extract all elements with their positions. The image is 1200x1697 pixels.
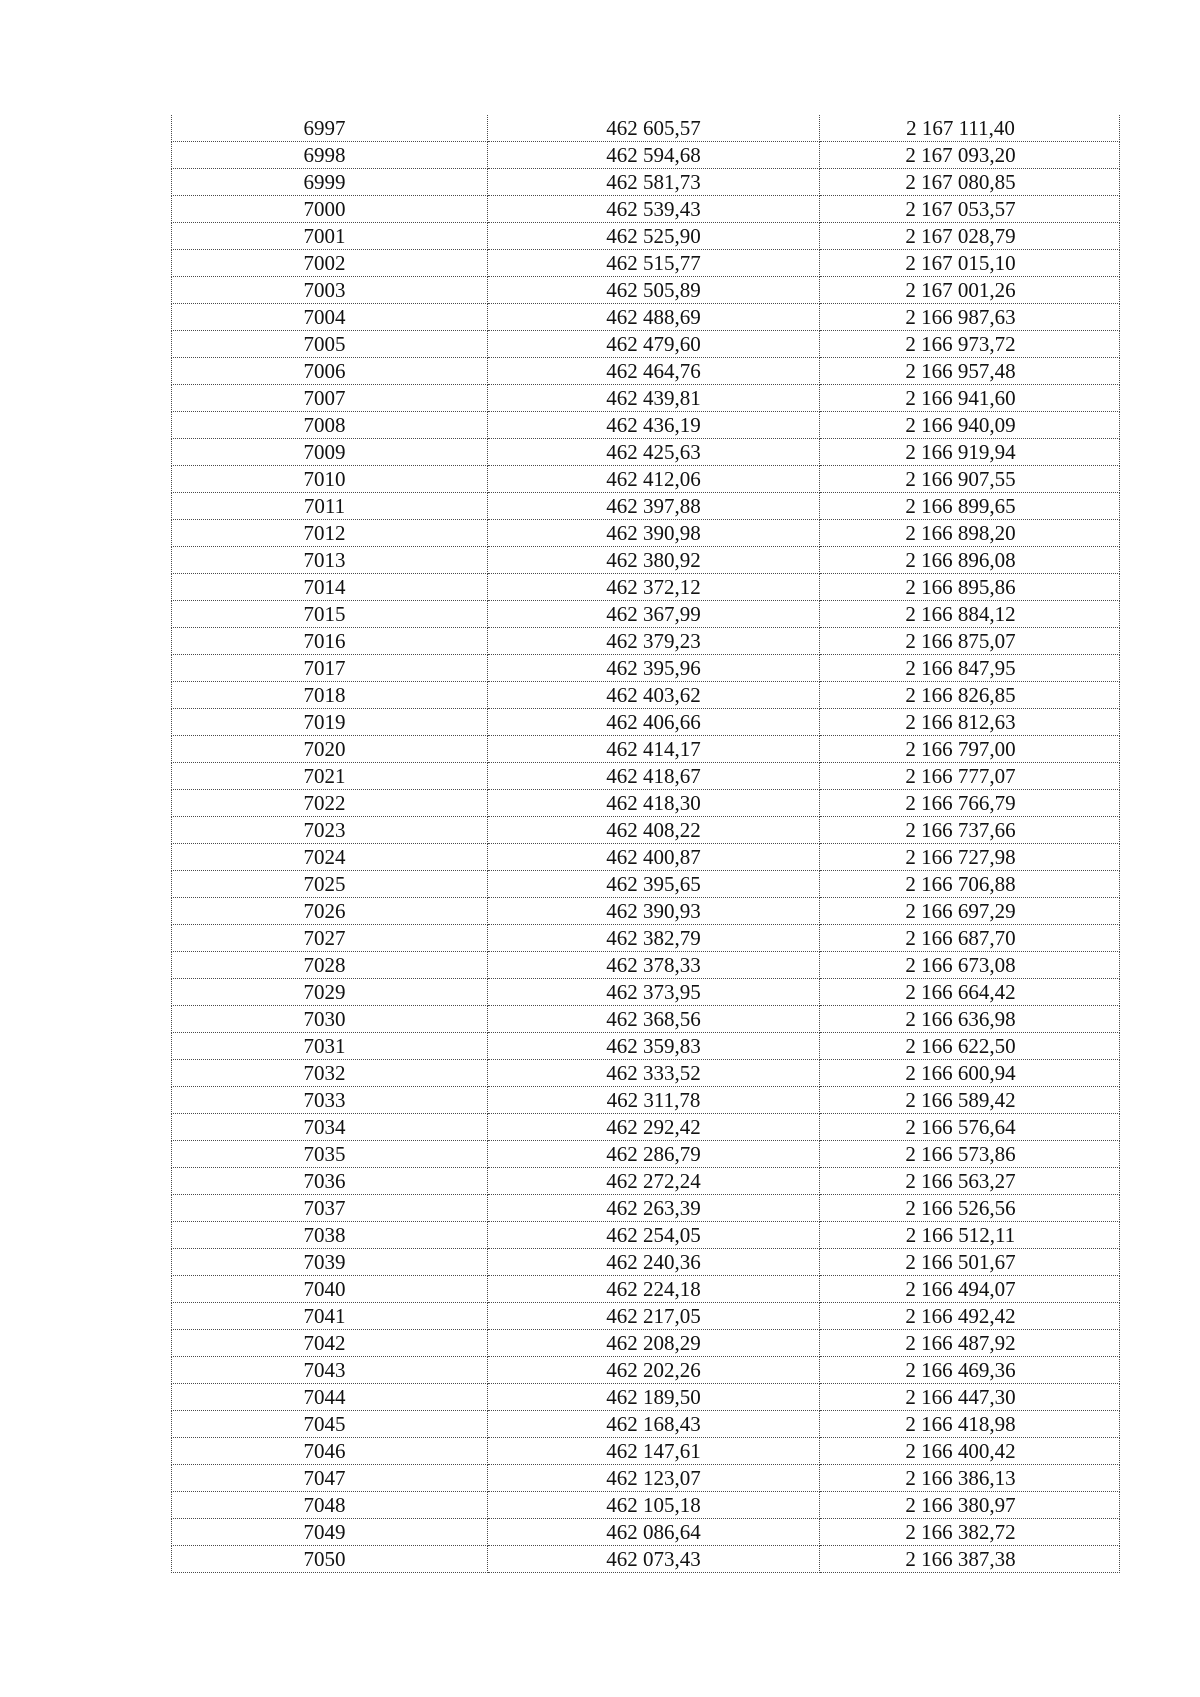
point-number-cell: 7050 [172, 1546, 488, 1573]
table-row [172, 1222, 1120, 1249]
x-coordinate-cell: 462 397,88 [488, 493, 820, 520]
y-coordinate-cell: 2 166 382,72 [820, 1519, 1120, 1546]
table-row [172, 925, 1120, 952]
point-number-cell: 7020 [172, 736, 488, 763]
x-coordinate-cell: 462 408,22 [488, 817, 820, 844]
y-coordinate-cell: 2 166 973,72 [820, 331, 1120, 358]
y-coordinate-cell: 2 166 501,67 [820, 1249, 1120, 1276]
point-number-cell: 7040 [172, 1276, 488, 1303]
y-coordinate-cell: 2 166 884,12 [820, 601, 1120, 628]
point-number-cell: 7042 [172, 1330, 488, 1357]
table-row [172, 412, 1120, 439]
point-number-cell: 7034 [172, 1114, 488, 1141]
point-number-cell: 7008 [172, 412, 488, 439]
point-number-cell: 7044 [172, 1384, 488, 1411]
x-coordinate-cell: 462 525,90 [488, 223, 820, 250]
x-coordinate-cell: 462 418,30 [488, 790, 820, 817]
table-row [172, 844, 1120, 871]
y-coordinate-cell: 2 166 737,66 [820, 817, 1120, 844]
point-number-cell: 7026 [172, 898, 488, 925]
table-row [172, 1492, 1120, 1519]
y-coordinate-cell: 2 166 987,63 [820, 304, 1120, 331]
y-coordinate-cell: 2 166 847,95 [820, 655, 1120, 682]
y-coordinate-cell: 2 166 797,00 [820, 736, 1120, 763]
y-coordinate-cell: 2 166 777,07 [820, 763, 1120, 790]
table-row [172, 655, 1120, 682]
x-coordinate-cell: 462 286,79 [488, 1141, 820, 1168]
table-row [172, 115, 1120, 142]
table-row [172, 1249, 1120, 1276]
table-row [172, 1465, 1120, 1492]
point-number-cell: 6999 [172, 169, 488, 196]
x-coordinate-cell: 462 367,99 [488, 601, 820, 628]
x-coordinate-cell: 462 400,87 [488, 844, 820, 871]
point-number-cell: 7049 [172, 1519, 488, 1546]
table-row [172, 601, 1120, 628]
y-coordinate-cell: 2 166 469,36 [820, 1357, 1120, 1384]
point-number-cell: 7003 [172, 277, 488, 304]
y-coordinate-cell: 2 166 919,94 [820, 439, 1120, 466]
y-coordinate-cell: 2 166 494,07 [820, 1276, 1120, 1303]
table-row [172, 196, 1120, 223]
coordinates-table [171, 115, 1120, 1573]
y-coordinate-cell: 2 166 687,70 [820, 925, 1120, 952]
x-coordinate-cell: 462 123,07 [488, 1465, 820, 1492]
point-number-cell: 7011 [172, 493, 488, 520]
table-row [172, 1546, 1120, 1573]
table-row [172, 1411, 1120, 1438]
y-coordinate-cell: 2 166 387,38 [820, 1546, 1120, 1573]
table-row [172, 628, 1120, 655]
x-coordinate-cell: 462 479,60 [488, 331, 820, 358]
y-coordinate-cell: 2 166 386,13 [820, 1465, 1120, 1492]
point-number-cell: 7029 [172, 979, 488, 1006]
x-coordinate-cell: 462 217,05 [488, 1303, 820, 1330]
y-coordinate-cell: 2 167 028,79 [820, 223, 1120, 250]
table-row [172, 493, 1120, 520]
table-row [172, 790, 1120, 817]
x-coordinate-cell: 462 436,19 [488, 412, 820, 439]
table-row [172, 277, 1120, 304]
y-coordinate-cell: 2 166 380,97 [820, 1492, 1120, 1519]
x-coordinate-cell: 462 263,39 [488, 1195, 820, 1222]
point-number-cell: 7046 [172, 1438, 488, 1465]
table-row [172, 1357, 1120, 1384]
table-row [172, 1438, 1120, 1465]
x-coordinate-cell: 462 403,62 [488, 682, 820, 709]
table-row [172, 520, 1120, 547]
x-coordinate-cell: 462 240,36 [488, 1249, 820, 1276]
y-coordinate-cell: 2 166 512,11 [820, 1222, 1120, 1249]
y-coordinate-cell: 2 166 573,86 [820, 1141, 1120, 1168]
x-coordinate-cell: 462 224,18 [488, 1276, 820, 1303]
point-number-cell: 6998 [172, 142, 488, 169]
y-coordinate-cell: 2 166 600,94 [820, 1060, 1120, 1087]
y-coordinate-cell: 2 166 907,55 [820, 466, 1120, 493]
x-coordinate-cell: 462 372,12 [488, 574, 820, 601]
point-number-cell: 7023 [172, 817, 488, 844]
table-row [172, 574, 1120, 601]
table-row [172, 1033, 1120, 1060]
y-coordinate-cell: 2 167 080,85 [820, 169, 1120, 196]
table-row [172, 1006, 1120, 1033]
y-coordinate-cell: 2 166 589,42 [820, 1087, 1120, 1114]
x-coordinate-cell: 462 515,77 [488, 250, 820, 277]
table-row [172, 898, 1120, 925]
point-number-cell: 7036 [172, 1168, 488, 1195]
point-number-cell: 7009 [172, 439, 488, 466]
x-coordinate-cell: 462 189,50 [488, 1384, 820, 1411]
point-number-cell: 7013 [172, 547, 488, 574]
point-number-cell: 7004 [172, 304, 488, 331]
point-number-cell: 7031 [172, 1033, 488, 1060]
table-row [172, 547, 1120, 574]
point-number-cell: 7005 [172, 331, 488, 358]
table-row [172, 709, 1120, 736]
x-coordinate-cell: 462 380,92 [488, 547, 820, 574]
table-row [172, 1141, 1120, 1168]
point-number-cell: 7030 [172, 1006, 488, 1033]
point-number-cell: 7007 [172, 385, 488, 412]
point-number-cell: 7043 [172, 1357, 488, 1384]
x-coordinate-cell: 462 406,66 [488, 709, 820, 736]
x-coordinate-cell: 462 425,63 [488, 439, 820, 466]
y-coordinate-cell: 2 167 015,10 [820, 250, 1120, 277]
x-coordinate-cell: 462 086,64 [488, 1519, 820, 1546]
y-coordinate-cell: 2 166 812,63 [820, 709, 1120, 736]
table-row [172, 304, 1120, 331]
table-row [172, 682, 1120, 709]
point-number-cell: 7033 [172, 1087, 488, 1114]
y-coordinate-cell: 2 166 664,42 [820, 979, 1120, 1006]
point-number-cell: 7035 [172, 1141, 488, 1168]
point-number-cell: 7022 [172, 790, 488, 817]
point-number-cell: 7017 [172, 655, 488, 682]
y-coordinate-cell: 2 166 826,85 [820, 682, 1120, 709]
table-row [172, 736, 1120, 763]
y-coordinate-cell: 2 166 673,08 [820, 952, 1120, 979]
x-coordinate-cell: 462 412,06 [488, 466, 820, 493]
point-number-cell: 6997 [172, 115, 488, 142]
x-coordinate-cell: 462 390,98 [488, 520, 820, 547]
point-number-cell: 7019 [172, 709, 488, 736]
table-row [172, 385, 1120, 412]
y-coordinate-cell: 2 166 697,29 [820, 898, 1120, 925]
table-row [172, 223, 1120, 250]
y-coordinate-cell: 2 166 563,27 [820, 1168, 1120, 1195]
x-coordinate-cell: 462 073,43 [488, 1546, 820, 1573]
table-row [172, 979, 1120, 1006]
y-coordinate-cell: 2 166 766,79 [820, 790, 1120, 817]
table-row [172, 1303, 1120, 1330]
x-coordinate-cell: 462 505,89 [488, 277, 820, 304]
point-number-cell: 7027 [172, 925, 488, 952]
point-number-cell: 7047 [172, 1465, 488, 1492]
table-row [172, 952, 1120, 979]
x-coordinate-cell: 462 359,83 [488, 1033, 820, 1060]
point-number-cell: 7014 [172, 574, 488, 601]
point-number-cell: 7038 [172, 1222, 488, 1249]
table-row [172, 1168, 1120, 1195]
table-row [172, 1330, 1120, 1357]
x-coordinate-cell: 462 464,76 [488, 358, 820, 385]
y-coordinate-cell: 2 166 418,98 [820, 1411, 1120, 1438]
y-coordinate-cell: 2 166 492,42 [820, 1303, 1120, 1330]
y-coordinate-cell: 2 166 896,08 [820, 547, 1120, 574]
point-number-cell: 7045 [172, 1411, 488, 1438]
x-coordinate-cell: 462 539,43 [488, 196, 820, 223]
x-coordinate-cell: 462 395,96 [488, 655, 820, 682]
table-row [172, 142, 1120, 169]
y-coordinate-cell: 2 166 957,48 [820, 358, 1120, 385]
x-coordinate-cell: 462 254,05 [488, 1222, 820, 1249]
table-row [172, 1519, 1120, 1546]
point-number-cell: 7028 [172, 952, 488, 979]
point-number-cell: 7000 [172, 196, 488, 223]
table-row [172, 1114, 1120, 1141]
point-number-cell: 7015 [172, 601, 488, 628]
table-row [172, 169, 1120, 196]
y-coordinate-cell: 2 166 727,98 [820, 844, 1120, 871]
x-coordinate-cell: 462 202,26 [488, 1357, 820, 1384]
point-number-cell: 7016 [172, 628, 488, 655]
y-coordinate-cell: 2 166 941,60 [820, 385, 1120, 412]
x-coordinate-cell: 462 581,73 [488, 169, 820, 196]
table-row [172, 331, 1120, 358]
x-coordinate-cell: 462 147,61 [488, 1438, 820, 1465]
point-number-cell: 7018 [172, 682, 488, 709]
point-number-cell: 7048 [172, 1492, 488, 1519]
x-coordinate-cell: 462 368,56 [488, 1006, 820, 1033]
table-row [172, 1384, 1120, 1411]
coordinates-table-body [172, 115, 1120, 1573]
x-coordinate-cell: 462 382,79 [488, 925, 820, 952]
x-coordinate-cell: 462 208,29 [488, 1330, 820, 1357]
x-coordinate-cell: 462 168,43 [488, 1411, 820, 1438]
table-row [172, 1060, 1120, 1087]
x-coordinate-cell: 462 488,69 [488, 304, 820, 331]
x-coordinate-cell: 462 311,78 [488, 1087, 820, 1114]
y-coordinate-cell: 2 166 899,65 [820, 493, 1120, 520]
point-number-cell: 7006 [172, 358, 488, 385]
y-coordinate-cell: 2 167 001,26 [820, 277, 1120, 304]
point-number-cell: 7002 [172, 250, 488, 277]
y-coordinate-cell: 2 166 622,50 [820, 1033, 1120, 1060]
y-coordinate-cell: 2 166 447,30 [820, 1384, 1120, 1411]
point-number-cell: 7041 [172, 1303, 488, 1330]
table-row [172, 1087, 1120, 1114]
x-coordinate-cell: 462 395,65 [488, 871, 820, 898]
x-coordinate-cell: 462 418,67 [488, 763, 820, 790]
x-coordinate-cell: 462 439,81 [488, 385, 820, 412]
y-coordinate-cell: 2 166 400,42 [820, 1438, 1120, 1465]
x-coordinate-cell: 462 390,93 [488, 898, 820, 925]
y-coordinate-cell: 2 167 093,20 [820, 142, 1120, 169]
x-coordinate-cell: 462 373,95 [488, 979, 820, 1006]
y-coordinate-cell: 2 166 898,20 [820, 520, 1120, 547]
point-number-cell: 7037 [172, 1195, 488, 1222]
point-number-cell: 7010 [172, 466, 488, 493]
point-number-cell: 7001 [172, 223, 488, 250]
table-row [172, 871, 1120, 898]
y-coordinate-cell: 2 166 895,86 [820, 574, 1120, 601]
y-coordinate-cell: 2 166 576,64 [820, 1114, 1120, 1141]
y-coordinate-cell: 2 166 487,92 [820, 1330, 1120, 1357]
table-row [172, 466, 1120, 493]
table-row [172, 1195, 1120, 1222]
x-coordinate-cell: 462 605,57 [488, 115, 820, 142]
x-coordinate-cell: 462 414,17 [488, 736, 820, 763]
point-number-cell: 7025 [172, 871, 488, 898]
x-coordinate-cell: 462 105,18 [488, 1492, 820, 1519]
x-coordinate-cell: 462 594,68 [488, 142, 820, 169]
point-number-cell: 7024 [172, 844, 488, 871]
y-coordinate-cell: 2 166 940,09 [820, 412, 1120, 439]
table-row [172, 250, 1120, 277]
x-coordinate-cell: 462 378,33 [488, 952, 820, 979]
x-coordinate-cell: 462 272,24 [488, 1168, 820, 1195]
y-coordinate-cell: 2 166 706,88 [820, 871, 1120, 898]
x-coordinate-cell: 462 292,42 [488, 1114, 820, 1141]
table-row [172, 1276, 1120, 1303]
y-coordinate-cell: 2 167 111,40 [820, 115, 1120, 142]
table-row [172, 763, 1120, 790]
y-coordinate-cell: 2 166 636,98 [820, 1006, 1120, 1033]
point-number-cell: 7012 [172, 520, 488, 547]
y-coordinate-cell: 2 166 526,56 [820, 1195, 1120, 1222]
table-row [172, 439, 1120, 466]
point-number-cell: 7021 [172, 763, 488, 790]
point-number-cell: 7032 [172, 1060, 488, 1087]
table-row [172, 358, 1120, 385]
x-coordinate-cell: 462 333,52 [488, 1060, 820, 1087]
y-coordinate-cell: 2 166 875,07 [820, 628, 1120, 655]
x-coordinate-cell: 462 379,23 [488, 628, 820, 655]
table-row [172, 817, 1120, 844]
y-coordinate-cell: 2 167 053,57 [820, 196, 1120, 223]
point-number-cell: 7039 [172, 1249, 488, 1276]
